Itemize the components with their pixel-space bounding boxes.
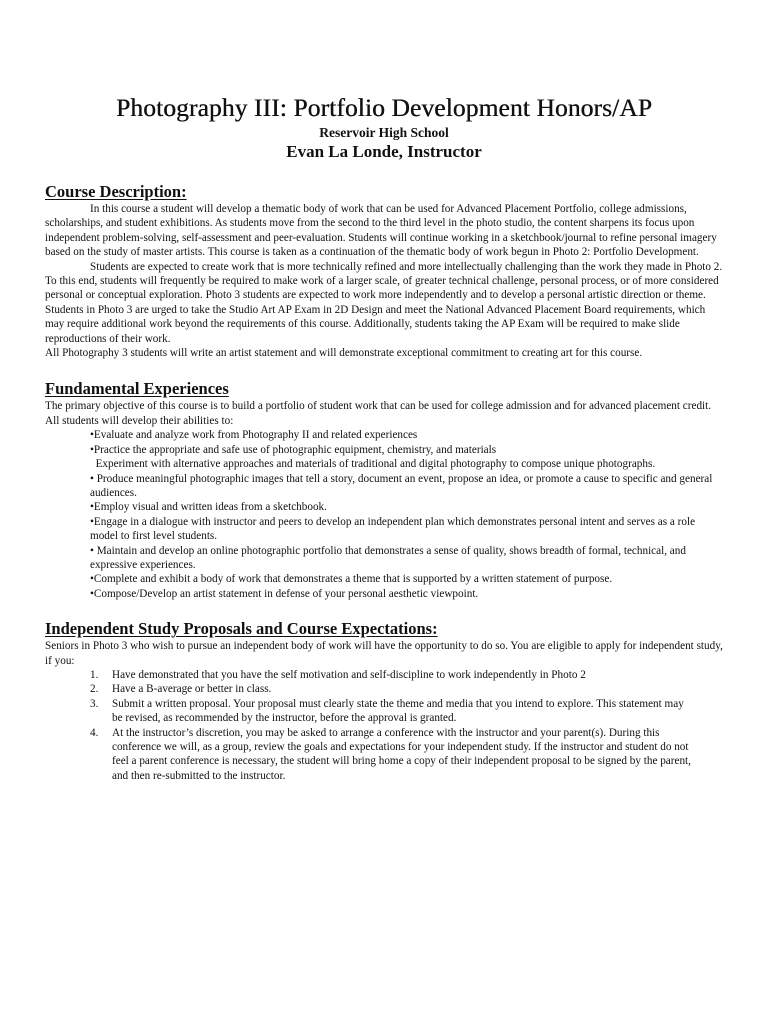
list-item: •Employ visual and written ideas from a sketchbook. [90, 501, 327, 514]
list-item-text: Have a B-average or better in class. [112, 683, 272, 696]
list-item-number: 4. [90, 726, 99, 739]
list-item: Experiment with alternative approaches and materials of traditional and digital photography to compose unique photographs. [90, 458, 656, 471]
list-item-number: 1. [90, 668, 99, 681]
course-description-paragraph: Students are expected to create work that is more technically refined and more intellectually challenging than the work they made in Photo 2. To this end, students will frequently be required to make work of a larger scale, of greater technical challenge, personal process, or of more considered personal or conceptual exploration. Photo 3 students are expected to work more independently and to develop a personal artistic direction or theme. Students in Photo 3 are urged to take the Studio Art AP Exam in 2D Design and meet the National Advanced Placement Board requirements, which may require additional work beyond the requirements of this course. Additionally, students taking the AP Exam will be required to make slide reproductions of their work. [45, 260, 723, 345]
document-title: Photography III: Portfolio Development Honors/AP [116, 93, 652, 122]
list-item-number: 2. [90, 683, 99, 696]
fundamental-experiences-section [45, 379, 723, 601]
list-item-text: At the instructor’s discretion, you may be asked to arrange a conference with the instructor and your parent(s). During this conference we will, as a group, review the goals and expectations for your independent study. If the instructor and student do not feel a parent conference is necessary, the student will bring home a copy of their independent proposal to be signed by the parent, and then re-submitted to the instructor. [112, 726, 691, 782]
fundamental-experiences-list [45, 428, 723, 601]
list-item: • Maintain and develop an online photographic portfolio that demonstrates a sense of quality, shows breadth of formal, technical, and expressive experiences. [90, 544, 686, 571]
independent-study-heading: Independent Study Proposals and Course Expectations: [45, 619, 438, 639]
list-item: •Complete and exhibit a body of work that demonstrates a theme that is supported by a written statement of purpose. [90, 573, 613, 586]
course-description-paragraph: In this course a student will develop a thematic body of work that can be used for Advanced Placement Portfolio, college admissions, scholarships, and student exhibitions. As students move from the second to the third level in the photo studio, the content sharpens its focus upon independent problem-solving, self-assessment and peer-evaluation. Students will continue working in a sketchbook/journal to refine personal imagery based on the study of master artists. This course is taken as a continuation of the thematic body of work begun in Photo 2: Portfolio Development. [45, 203, 717, 259]
independent-study-section [45, 619, 723, 783]
list-item-text: Have demonstrated that you have the self motivation and self-discipline to work independently in Photo 2 [112, 668, 586, 681]
list-item-text: Submit a written proposal. Your proposal must clearly state the theme and media that you intend to explore. This statement may be revised, as recommended by the instructor, before the approval is granted. [112, 697, 684, 725]
list-item [90, 697, 723, 726]
instructor-name: Evan La Londe, Instructor [286, 142, 482, 161]
course-description-heading: Course Description: [45, 182, 187, 201]
list-item: •Evaluate and analyze work from Photography II and related experiences [90, 429, 418, 442]
fundamental-experiences-intro: The primary objective of this course is to build a portfolio of student work that can be used for college admission and for advanced placement credit. All students will develop their abilities to: [45, 400, 712, 427]
fundamental-experiences-heading: Fundamental Experiences [45, 379, 229, 399]
list-item: •Engage in a dialogue with instructor and peers to develop an independent plan which demonstrates personal intent and serves as a role model to first level students. [90, 515, 696, 543]
school-name: Reservoir High School [319, 125, 449, 140]
list-item: • Produce meaningful photographic images that tell a story, document an event, propose an idea, or promote a cause to specific and general audiences. [90, 472, 713, 499]
independent-study-list [45, 668, 723, 783]
list-item-number: 3. [90, 697, 99, 710]
list-item: •Compose/Develop an artist statement in defense of your personal aesthetic viewpoint. [90, 587, 479, 600]
list-item [90, 726, 723, 784]
list-item [90, 682, 723, 696]
independent-study-intro: Seniors in Photo 3 who wish to pursue an independent body of work will have the opportunity to do so. You are eligible to apply for independent study, if you: [45, 640, 723, 667]
list-item [90, 668, 723, 682]
course-description-section [45, 182, 723, 360]
list-item: •Practice the appropriate and safe use of photographic equipment, chemistry, and materials [90, 443, 497, 456]
course-description-paragraph: All Photography 3 students will write an artist statement and will demonstrate exceptional commitment to creating art for this course. [45, 347, 643, 360]
